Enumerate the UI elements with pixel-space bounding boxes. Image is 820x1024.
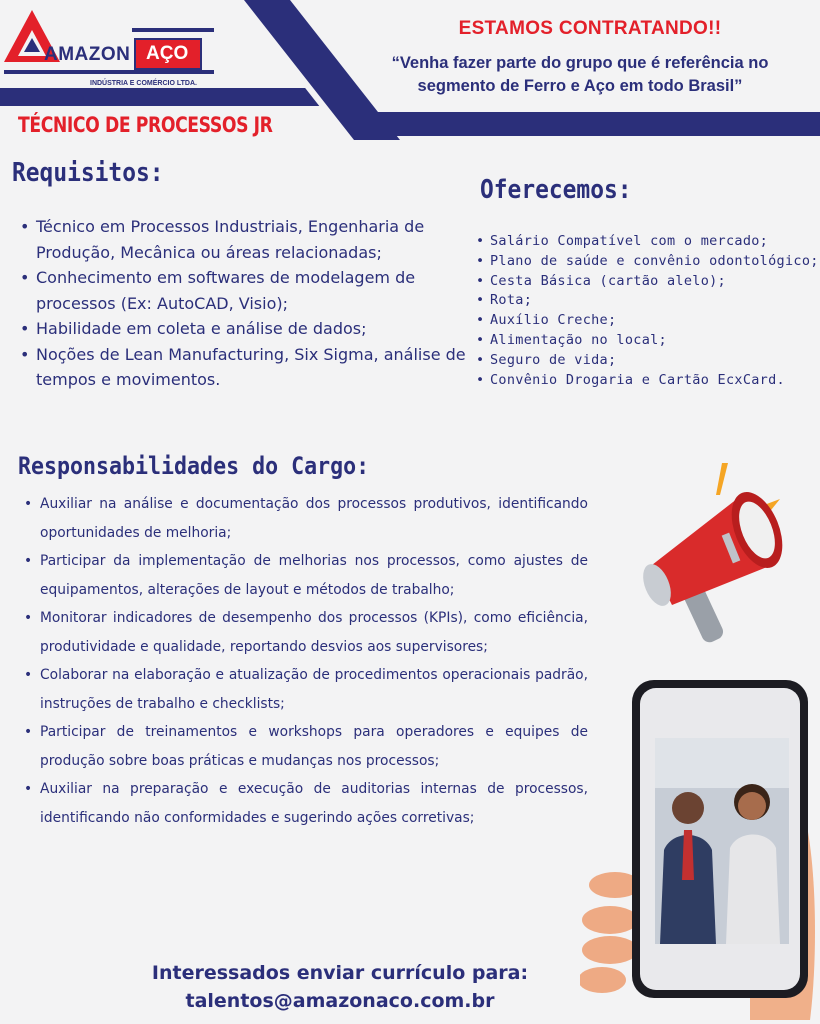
list-item: • Noções de Lean Manufacturing, Six Sigma, análise de tempos e movimentos.	[16, 342, 466, 393]
footer-instructions: Interessados enviar currículo para:	[151, 962, 529, 984]
requirements-title: Requisitos:	[12, 158, 164, 188]
list-item: • Auxiliar na análise e documentação dos processos produtivos, identificando oportunidades de melhoria;	[22, 490, 588, 547]
list-item: • Colaborar na elaboração e atualização de procedimentos operacionais padrão, instruções de trabalho e checklists;	[22, 661, 588, 718]
quote-line-1: “Venha fazer parte do grupo que é referência no	[391, 54, 769, 72]
list-item: • Plano de saúde e convênio odontológico;	[474, 252, 820, 272]
list-item: • Participar de treinamentos e workshops para operadores e equipes de produção sobre boas práticas e mudanças nos processos;	[22, 718, 588, 775]
responsibilities-list	[22, 490, 588, 832]
logo-name-part1: AMAZON	[44, 44, 131, 65]
header-quote	[350, 52, 810, 98]
list-item: • Monitorar indicadores de desempenho dos processos (KPIs), como eficiência, produtividade e qualidade, reportando desvios aos supervisores;	[22, 604, 588, 661]
footer-email: talentos@amazonaco.com.br	[185, 990, 495, 1012]
list-item: • Cesta Básica (cartão alelo);	[474, 272, 820, 292]
responsibilities-title: Responsabilidades do Cargo:	[18, 452, 370, 480]
list-item: • Convênio Drogaria e Cartão EcxCard.	[474, 371, 820, 391]
list-item: • Habilidade em coleta e análise de dados;	[16, 316, 466, 342]
offers-title: Oferecemos:	[480, 175, 632, 205]
logo-name-part2: AÇO	[134, 38, 202, 70]
list-item: • Auxiliar na preparação e execução de auditorias internas de processos, identificando não conformidades e sugerindo ações corretivas;	[22, 775, 588, 832]
offers-list	[474, 232, 820, 390]
list-item: • Alimentação no local;	[474, 331, 820, 351]
list-item: • Conhecimento em softwares de modelagem de processos (Ex: AutoCAD, Visio);	[16, 265, 466, 316]
list-item: • Seguro de vida;	[474, 351, 820, 371]
company-logo	[4, 8, 224, 100]
list-item: • Técnico em Processos Industriais, Engenharia de Produção, Mecânica ou áreas relacionadas;	[16, 214, 466, 265]
list-item: • Auxílio Creche;	[474, 311, 820, 331]
hiring-headline: ESTAMOS CONTRATANDO!!	[458, 18, 722, 39]
list-item: • Rota;	[474, 291, 820, 311]
job-title: TÉCNICO DE PROCESSOS JR	[18, 113, 273, 137]
megaphone-icon	[632, 455, 812, 655]
logo-subtitle: INDÚSTRIA E COMÉRCIO LTDA.	[90, 80, 197, 87]
list-item: • Participar da implementação de melhorias nos processos, como ajustes de equipamentos, alterações de layout e métodos de trabalho;	[22, 547, 588, 604]
list-item: • Salário Compatível com o mercado;	[474, 232, 820, 252]
requirements-list	[16, 214, 466, 393]
quote-line-2: segmento de Ferro e Aço em todo Brasil”	[417, 77, 743, 95]
